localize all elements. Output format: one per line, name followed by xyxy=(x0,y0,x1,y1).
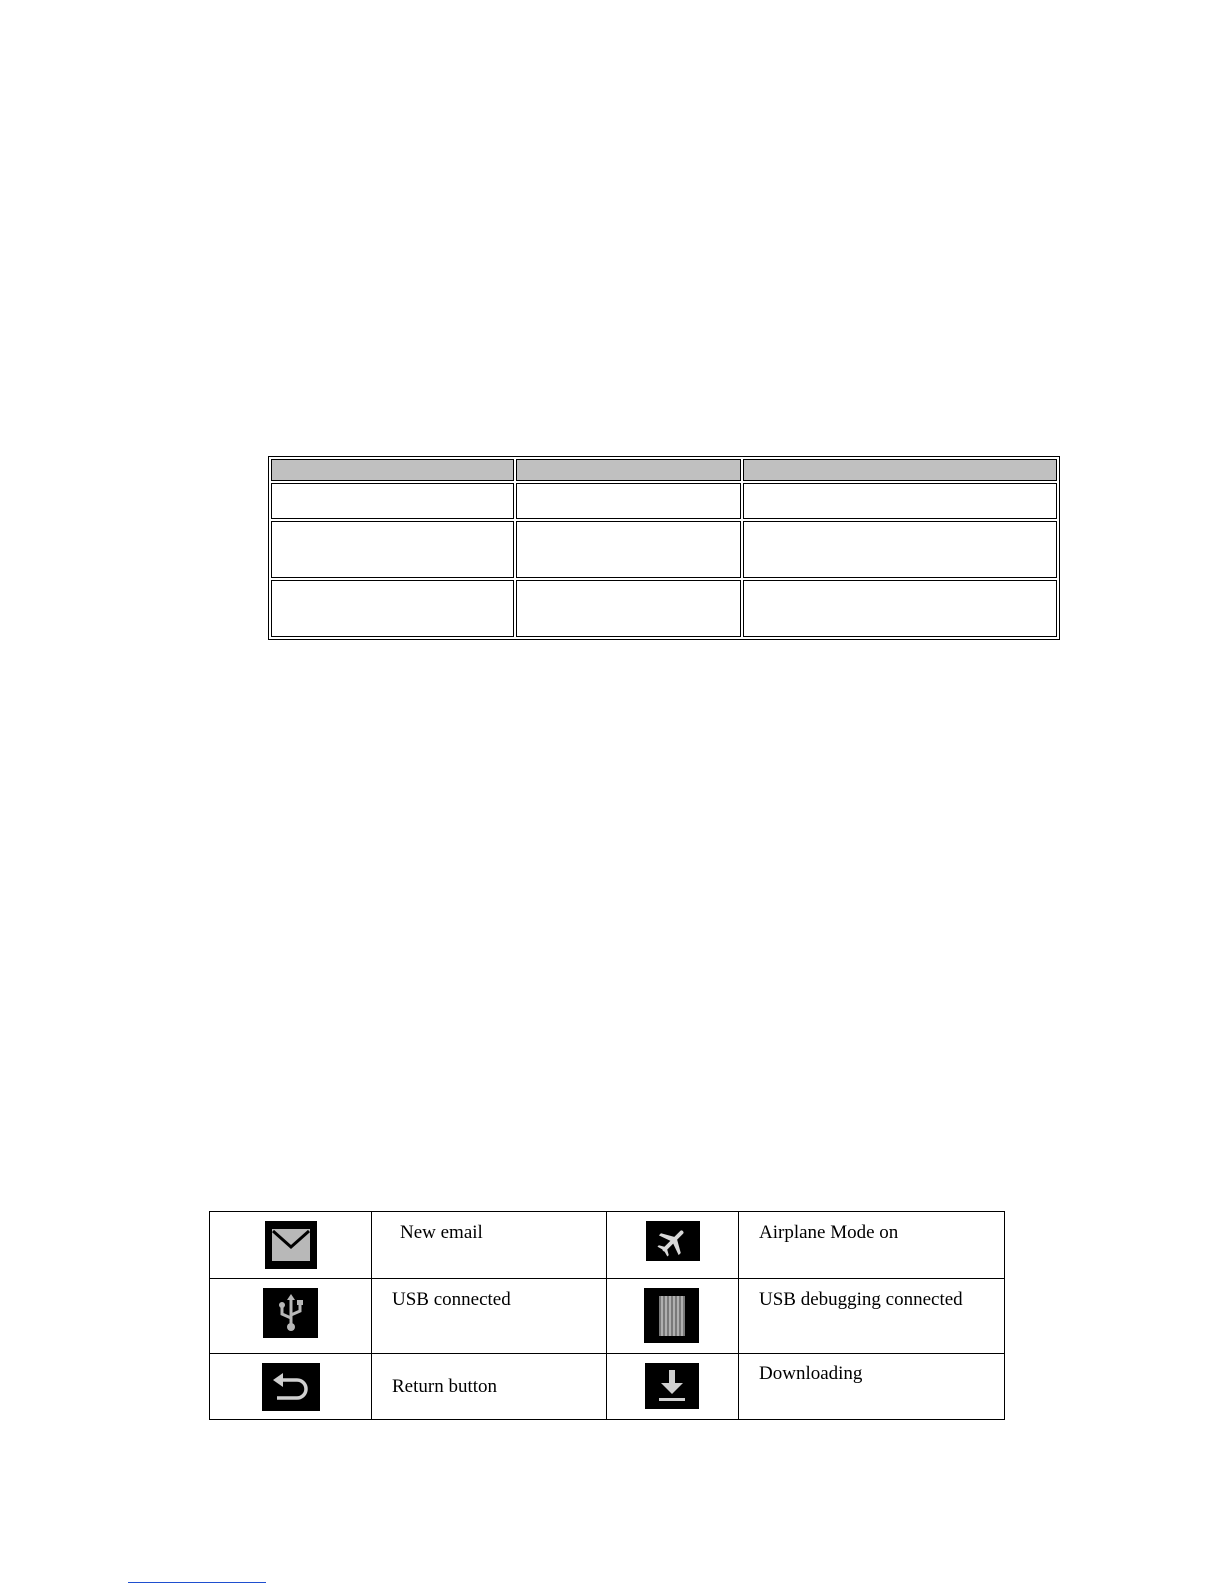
blank-table xyxy=(268,456,1060,640)
legend-label: New email xyxy=(400,1222,483,1243)
blank-table-header-cell xyxy=(516,459,741,481)
blank-table-row xyxy=(271,521,1057,578)
legend-label-cell xyxy=(372,1354,607,1420)
blank-table-cell xyxy=(271,483,514,519)
blank-table-cell xyxy=(271,521,514,578)
blank-table-cell xyxy=(516,580,741,637)
blank-table-cell xyxy=(516,521,741,578)
blank-table-row xyxy=(271,483,1057,519)
legend-icon-cell xyxy=(607,1212,739,1279)
legend-label-cell xyxy=(739,1212,1005,1279)
usb-debugging-icon xyxy=(644,1288,699,1343)
usb-icon xyxy=(263,1288,318,1338)
blank-table-cell xyxy=(743,483,1057,519)
legend-row xyxy=(210,1354,1005,1420)
legend-row xyxy=(210,1279,1005,1354)
download-icon xyxy=(645,1363,699,1409)
blank-table-cell xyxy=(743,580,1057,637)
legend-icon-cell xyxy=(210,1212,372,1279)
legend-icon-cell xyxy=(607,1354,739,1420)
legend-label-cell xyxy=(739,1354,1005,1420)
legend-icon-cell xyxy=(210,1279,372,1354)
footnote-rule xyxy=(128,1582,266,1583)
email-icon xyxy=(265,1221,317,1269)
status-icon-legend-table xyxy=(209,1211,1005,1420)
legend-row xyxy=(210,1212,1005,1279)
blank-table-cell xyxy=(743,521,1057,578)
blank-table-header-cell xyxy=(743,459,1057,481)
legend-label: Downloading xyxy=(759,1363,863,1384)
airplane-icon xyxy=(646,1221,700,1261)
return-icon xyxy=(262,1363,320,1411)
legend-label: USB connected xyxy=(392,1289,511,1310)
blank-table-header-row xyxy=(271,459,1057,481)
legend-label-cell xyxy=(739,1279,1005,1354)
legend-icon-cell xyxy=(607,1279,739,1354)
blank-table-header-cell xyxy=(271,459,514,481)
blank-table-cell xyxy=(271,580,514,637)
legend-icon-cell xyxy=(210,1354,372,1420)
legend-label-cell xyxy=(372,1279,607,1354)
legend-label: Airplane Mode on xyxy=(759,1222,899,1243)
blank-table-cell xyxy=(516,483,741,519)
blank-table-row xyxy=(271,580,1057,637)
legend-label: Return button xyxy=(392,1376,498,1397)
legend-label-cell xyxy=(372,1212,607,1279)
legend-label: USB debugging connected xyxy=(759,1289,963,1310)
